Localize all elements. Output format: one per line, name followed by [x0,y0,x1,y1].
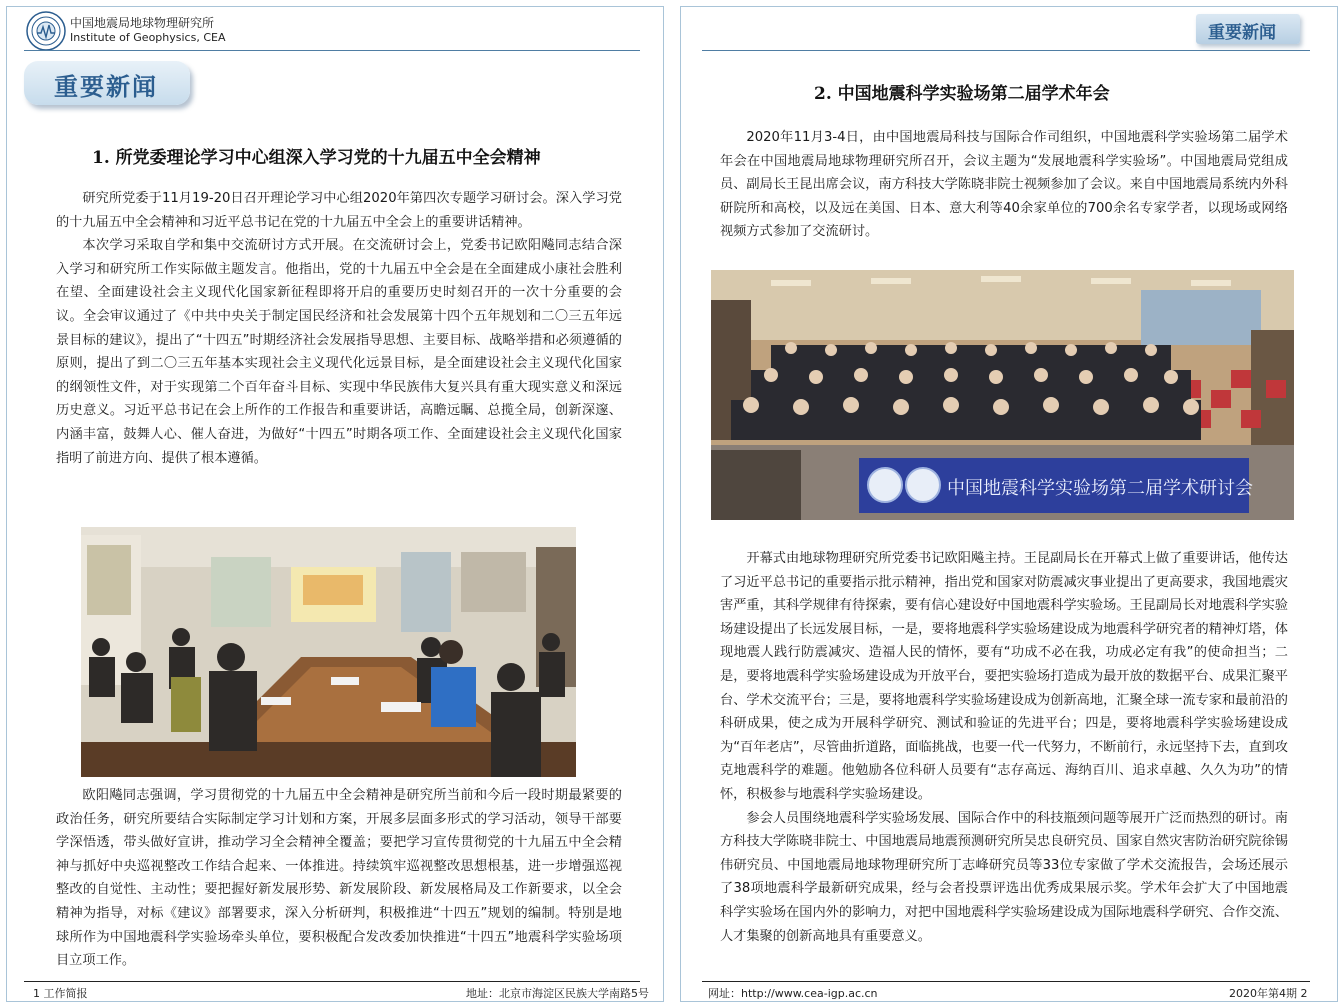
footer-website: 网址：http://www.cea-igp.ac.cn [708,987,878,1000]
article-1-paragraph: 欧阳飚同志强调，学习贯彻党的十九届五中全会精神是研究所当前和今后一段时期最紧要的政治任务，研究所要结合实际制定学习计划和方案，开展多层面多形式的学习活动，领导干部要学深悟透，带头做好宣讲，推动学习全会精神全覆盖；要把学习宣传贯彻党的十九届五中全会精神与抓好中央巡视整改工作结合起来、一体推进。持续筑牢巡视整改思想根基，进一步增强巡视整改的自觉性、主动性；要把握好新发展形势、新发展阶段、新发展格局及工作新要求，以全会精神为指导，对标《建议》部署要求，深入分析研判，积极推进“十四五”规划的编制。特别是地球所作为中国地震科学实验场牵头单位，要积极配合发改委加快推进“十四五”地震科学实验场项目立项工作。 [56,788,622,969]
article-2-title: 2. 中国地震科学实验场第二届学术年会 [814,84,1110,104]
study-meeting-photo [81,527,576,777]
article-2-paragraph: 参会人员围绕地震科学实验场发展、国际合作中的科技瓶颈问题等展开广泛而热烈的研讨。南方科技大学陈晓非院士、中国地震局地震预测研究所吴忠良研究员、国家自然灾害防治研究院徐锡伟研究员、中国地震局地球物理研究所丁志峰研究员等33位专家做了学术交流报告，会场还展示了38项地震科学最新研究成果，经与会者投票评选出优秀成果展示奖。学术年会扩大了中国地震科学实验场在国内外的影响力，对把中国地震科学实验场建设成为国际地震科学研究、合作交流、人才集聚的创新高地具有重要意义。 [720,810,1288,944]
conference-banner-text: 中国地震科学实验场第二届学术研讨会 [947,478,1253,499]
footer-rule [702,981,1310,982]
section-banner [24,61,190,105]
footer-issue-page: 2020年第4期 2 [1229,987,1308,1000]
article-1-paragraph: 本次学习采取自学和集中交流研讨方式开展。在交流研讨会上，党委书记欧阳飚同志结合深入学习和研究所工作实际做主题发言。他指出，党的十九届五中全会是在全面建成小康社会胜利在望、全面建设社会主义现代化国家新征程即将开启的重要历史时刻召开的一次十分重要的会议。全会审议通过了《中共中央关于制定国民经济和社会发展第十四个五年规划和二〇三五年远景目标的建议》，提出了“十四五”时期经济社会发展指导思想、主要目标、战略举措和必须遵循的原则，提出了到二〇三五年基本实现社会主义现代化远景目标，是全面建设社会主义现代化国家的纲领性文件，对于实现第二个百年奋斗目标、实现中华民族伟大复兴具有重大现实意义和深远历史意义。习近平总书记在会上所作的工作报告和重要讲话，高瞻远瞩、总揽全局，创新深邃、内涵丰富，鼓舞人心、催人奋进，为做好“十四五”时期各项工作、全面建设社会主义现代化国家指明了前进方向、提供了根本遵循。 [56,238,622,466]
section-banner-label: 重要新闻 [54,73,158,101]
section-tag-label: 重要新闻 [1208,23,1276,43]
article-1-paragraph: 研究所党委于11月19-20日召开理论学习中心组2020年第四次专题学习研讨会。深入学习党的十九届五中全会精神和习近平总书记在党的十九届五中全会上的重要讲话精神。 [56,191,622,230]
footer-rule [24,981,640,982]
footer-address: 地址：北京市海淀区民族大学南路5号 [466,987,649,1000]
article-1-body [56,187,622,470]
article-2-body [720,547,1288,948]
conference-group-photo [711,270,1294,520]
institute-name-en: Institute of Geophysics, CEA [70,31,226,44]
institute-logo-icon [26,11,66,51]
article-1-title: 1. 所党委理论学习中心组深入学习党的十九届五中全会精神 [92,148,541,168]
footer-page-label: 1 工作简报 [33,987,88,1000]
header-rule [24,50,640,51]
article-2-paragraph: 开幕式由地球物理研究所党委书记欧阳飚主持。王昆副局长在开幕式上做了重要讲话，他传达了习近平总书记的重要指示批示精神，指出党和国家对防震减灾事业提出了更高要求，我国地震灾害严重，其科学规律有待探索，要有信心建设好中国地震科学实验场。王昆副局长对地震科学实验场建设提出了长远发展目标，一是，要将地震科学实验场建设成为地震科学研究者的精神灯塔，体现地震人践行防震减灾、造福人民的情怀，要有“功成不必在我，功成必定有我”的使命担当；二是，要将地震科学实验场建设成为开放平台，要把实验场打造成为最开放的数据平台、成果汇聚平台、学术交流平台；三是，要将地震科学实验场建设成为创新高地，汇聚全球一流专家和最前沿的科研成果，使之成为开展科学研究、测试和验证的先进平台；四是，要将地震科学实验场建设成为“百年老店”，尽管曲折道路，面临挑战，也要一代一代努力，不断前行，永远坚持下去，直到攻克地震科学的难题。他勉励各位科研人员要有“志存高远、海纳百川、追求卓越、久久为功”的情怀，积极参与地震科学实验场建设。 [720,551,1288,802]
right-page [672,0,1344,1008]
article-2-paragraph: 2020年11月3-4日，由中国地震局科技与国际合作司组织，中国地震科学实验场第二届学术年会在中国地震局地球物理研究所召开，会议主题为“发展地震科学实验场”。中国地震局党组成员、副局长王昆出席会议，南方科技大学陈晓非院士视频参加了会议。来自中国地震局系统内外科研院所和高校，以及远在美国、日本、意大利等40余家单位的700余名专家学者，以现场或网络视频方式参加了交流研讨。 [720,130,1288,240]
header-rule [702,50,1310,51]
section-tag [1196,14,1300,44]
institute-name-cn: 中国地震局地球物理研究所 [70,16,215,30]
article-2-intro [720,126,1288,244]
article-1-body-continued [56,784,622,973]
